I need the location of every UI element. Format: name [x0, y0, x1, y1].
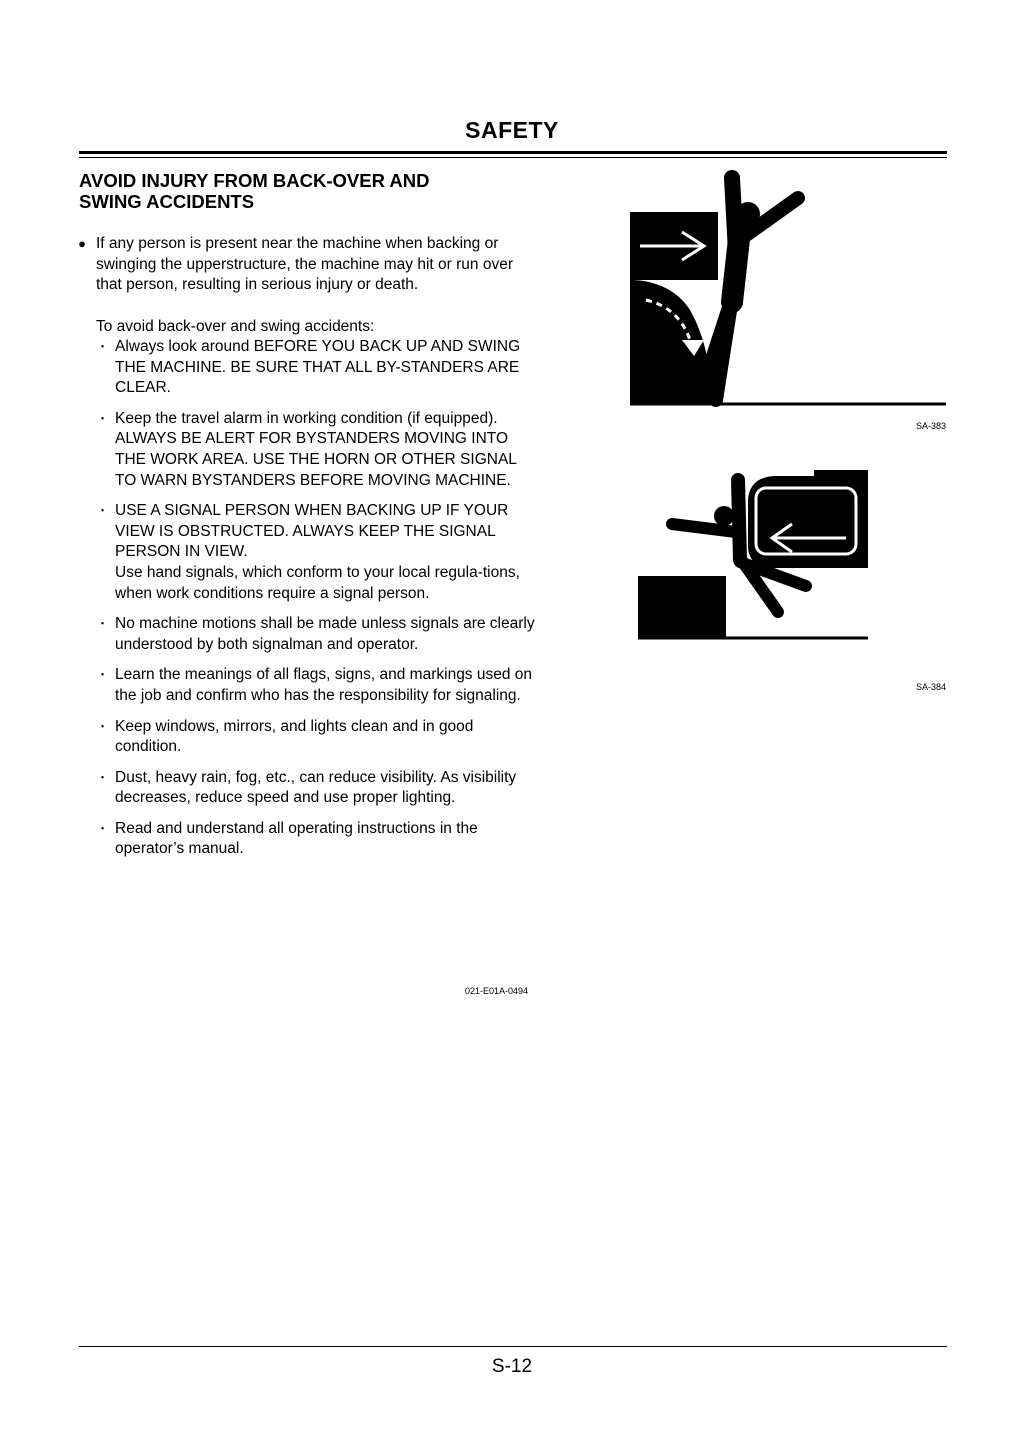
header-rule-thick: [79, 151, 947, 154]
list-item-text: No machine motions shall be made unless signals are clearly understood by both signalman and operator.: [115, 615, 535, 653]
footer-rule: [79, 1346, 947, 1347]
page-header-title: SAFETY: [465, 117, 559, 143]
list-item-extra: Use hand signals, which conform to your local regula-tions, when work conditions require a signal person.: [115, 563, 520, 602]
intro-text: If any person is present near the machine when backing or swinging the upperstructure, the machine may hit or run over that person, resulting in serious injury or death.: [96, 235, 513, 294]
list-item: [96, 614, 536, 655]
section-title-line2: SWING ACCIDENTS: [79, 191, 255, 212]
document-code: 021-E01A-0494: [464, 986, 528, 996]
intro-paragraph: [68, 234, 538, 296]
list-item: [96, 717, 536, 758]
list-item-text: Dust, heavy rain, fog, etc., can reduce visibility. As visibility decreases, reduce speed and use proper lighting.: [115, 768, 517, 807]
bullet-mark: ・: [96, 616, 110, 632]
list-item: [96, 337, 536, 399]
figure-code: SA-384: [915, 682, 946, 692]
swing-hazard-pictogram-icon: [636, 466, 872, 642]
section-title-line1: AVOID INJURY FROM BACK-OVER AND: [79, 170, 430, 191]
bullet-mark: ・: [96, 667, 110, 683]
lead-text: To avoid back-over and swing accidents:: [96, 318, 375, 335]
list-item-text: Read and understand all operating instructions in the operator’s manual.: [115, 819, 478, 858]
bullet-mark: ・: [96, 339, 110, 354]
bullet-mark: ・: [96, 503, 110, 519]
bullet-mark: ・: [96, 769, 110, 785]
list-item: [96, 409, 536, 491]
back-over-hazard-pictogram-icon: [628, 170, 948, 408]
page-number: S-12: [491, 1356, 533, 1377]
list-item-text: Learn the meanings of all flags, signs, and markings used on the job and confirm who has the responsibility for signaling.: [115, 666, 533, 704]
section-title: [79, 170, 549, 212]
list-item: [96, 665, 536, 706]
safety-bullet-list: [96, 337, 536, 870]
bullet-mark: ・: [96, 718, 110, 734]
header-rule-thin: [79, 157, 947, 158]
figure-code: SA-383: [915, 421, 946, 431]
list-item-text: Keep the travel alarm in working condition (if equipped).: [115, 409, 498, 427]
list-item-text: USE A SIGNAL PERSON WHEN BACKING UP IF YOUR VIEW IS OBSTRUCTED. ALWAYS KEEP THE SIGNAL PERSON IN VIEW.: [115, 502, 509, 561]
list-item-text: Keep windows, mirrors, and lights clean and in good condition.: [115, 717, 474, 756]
list-item: [96, 501, 536, 604]
bullet-dot-icon: ●: [78, 236, 86, 251]
list-item: [96, 768, 536, 809]
bullet-mark: ・: [96, 410, 110, 426]
bullet-mark: ・: [96, 820, 110, 836]
list-item-extra: ALWAYS BE ALERT FOR BYSTANDERS MOVING INTO THE WORK AREA. USE THE HORN OR OTHER SIGNAL TO WARN BYSTANDERS BEFORE MOVING MACHINE.: [115, 430, 517, 489]
list-item-text: Always look around BEFORE YOU BACK UP AND SWING THE MACHINE. BE SURE THAT ALL BY-STANDERS ARE CLEAR.: [115, 338, 521, 397]
list-item: [96, 819, 536, 860]
